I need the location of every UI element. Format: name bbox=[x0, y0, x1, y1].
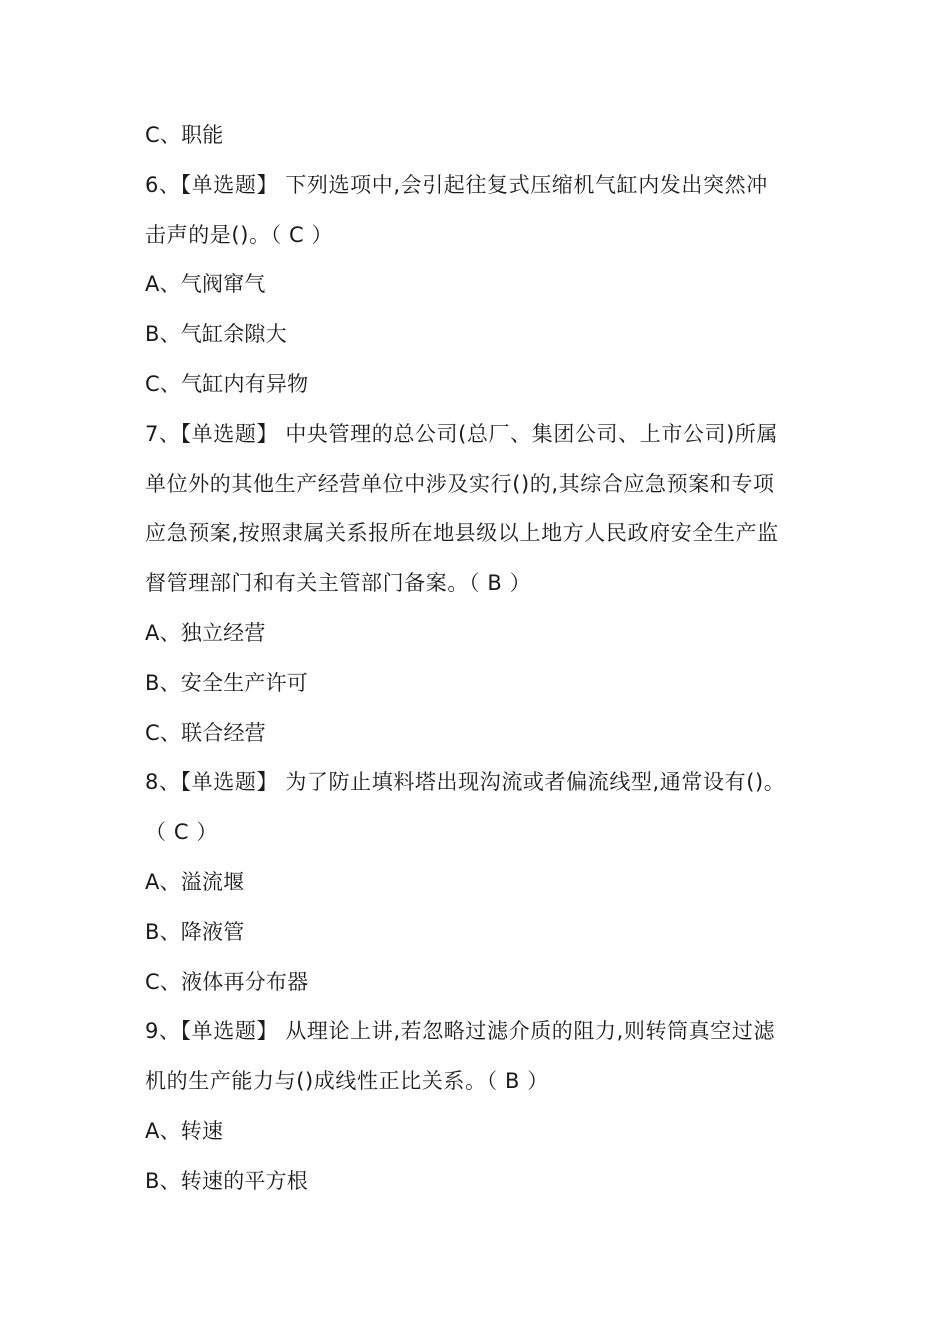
option-q8-b: B、降液管 bbox=[145, 919, 245, 944]
question-9 bbox=[145, 1007, 810, 1107]
question-8-text-line-2: （ C ） bbox=[145, 820, 219, 845]
question-9-text-line-2: 机的生产能力与()成线性正比关系。（ B ） bbox=[145, 1069, 549, 1094]
question-9-text-line-1: 9、【单选题】 从理论上讲,若忽略过滤介质的阻力,则转筒真空过滤 bbox=[145, 1019, 776, 1044]
option-q9-b: B、转速的平方根 bbox=[145, 1168, 309, 1193]
question-7-text-line-2: 单位外的其他生产经营单位中涉及实行()的,其综合应急预案和专项 bbox=[145, 471, 775, 496]
question-7 bbox=[145, 410, 810, 609]
question-list bbox=[145, 111, 810, 1207]
question-7-text-line-4: 督管理部门和有关主管部门备案。（ B ） bbox=[145, 571, 532, 596]
option-q8-a: A、溢流堰 bbox=[145, 869, 245, 894]
question-7-text-line-3: 应急预案,按照隶属关系报所在地县级以上地方人民政府安全生产监 bbox=[145, 521, 779, 546]
question-7-text-line-1: 7、【单选题】 中央管理的总公司(总厂、集团公司、上市公司)所属 bbox=[145, 421, 779, 446]
option-q8-c: C、液体再分布器 bbox=[145, 969, 309, 994]
option-q7-b: B、安全生产许可 bbox=[145, 670, 309, 695]
option-q7-a: A、独立经营 bbox=[145, 620, 266, 645]
option-q6-a: A、气阀窜气 bbox=[145, 272, 266, 297]
option-q6-c: C、气缸内有异物 bbox=[145, 371, 309, 396]
question-8-text-line-1: 8、【单选题】 为了防止填料塔出现沟流或者偏流线型,通常设有()。 bbox=[145, 770, 786, 795]
question-6-text-line-2: 击声的是()。（ C ） bbox=[145, 222, 334, 247]
option-q7-c: C、联合经营 bbox=[145, 720, 266, 745]
option-q5-c: C、职能 bbox=[145, 123, 224, 147]
question-6 bbox=[145, 161, 810, 261]
option-q9-a: A、转速 bbox=[145, 1118, 224, 1143]
question-6-text-line-1: 6、【单选题】 下列选项中,会引起往复式压缩机气缸内发出突然冲 bbox=[145, 172, 768, 197]
question-8 bbox=[145, 758, 810, 858]
option-q6-b: B、气缸余隙大 bbox=[145, 322, 287, 347]
